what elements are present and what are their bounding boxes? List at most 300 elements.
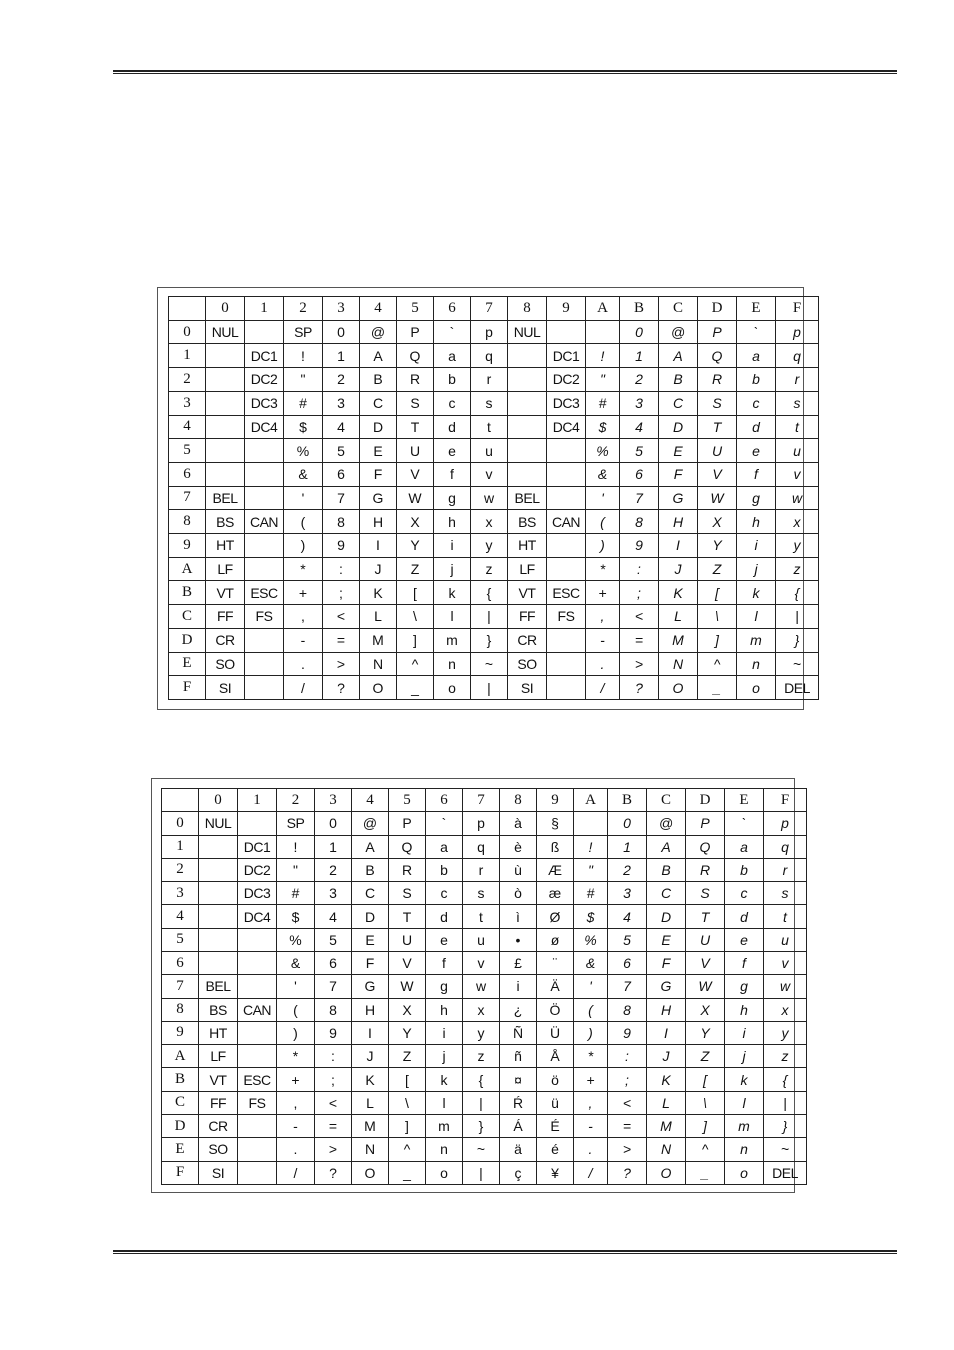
code-cell [238,951,277,974]
code-cell: 7 [315,975,352,998]
code-cell: / [586,676,620,700]
code-cell: j [426,1045,463,1068]
code-cell: : [315,1045,352,1068]
code-cell [547,462,586,486]
character-code-table-2 [151,778,798,1193]
code-table [161,788,807,1185]
code-cell: 8 [620,510,659,534]
code-cell: C [659,391,698,415]
code-cell: | [471,676,508,700]
column-header: 9 [547,297,586,321]
code-cell: { [764,1068,807,1091]
code-cell: | [764,1091,807,1114]
code-cell: N [360,652,397,676]
code-cell: R [397,368,434,392]
code-cell: W [698,486,737,510]
code-cell: BS [508,510,547,534]
code-cell: * [277,1045,315,1068]
table-row [169,320,819,344]
row-header: 4 [169,415,206,439]
code-cell: - [586,628,620,652]
column-header: B [608,789,647,812]
code-cell: N [647,1138,686,1161]
code-cell: CR [508,628,547,652]
column-header: C [659,297,698,321]
code-cell: \ [698,605,737,629]
code-cell: F [352,951,389,974]
code-cell: O [360,676,397,700]
code-cell: ( [277,998,315,1021]
code-cell: T [686,905,725,928]
code-cell: DC4 [238,905,277,928]
code-cell: { [776,581,819,605]
column-header: 2 [284,297,323,321]
column-header: D [698,297,737,321]
code-cell: e [737,439,776,463]
code-cell: [ [389,1068,426,1091]
code-cell: c [434,391,471,415]
row-header: 7 [169,486,206,510]
code-cell: E [352,928,389,951]
code-cell: c [725,882,764,905]
code-cell: ^ [686,1138,725,1161]
column-header: E [725,789,764,812]
code-cell: n [725,1138,764,1161]
code-cell: ü [537,1091,574,1114]
code-cell: Q [698,344,737,368]
code-cell: 2 [323,368,360,392]
column-header: 5 [397,297,434,321]
code-cell: X [397,510,434,534]
code-cell: h [725,998,764,1021]
row-header: B [169,581,206,605]
code-cell: S [686,882,725,905]
code-cell: q [463,835,500,858]
code-cell: VT [206,581,245,605]
column-header: E [737,297,776,321]
code-cell: 3 [608,882,647,905]
column-header: 4 [352,789,389,812]
code-cell: / [574,1161,608,1185]
code-cell: SP [284,320,323,344]
code-cell: ù [500,858,537,881]
code-cell: t [471,415,508,439]
code-cell: Ŕ [500,1091,537,1114]
code-cell: 1 [315,835,352,858]
code-cell: < [608,1091,647,1114]
code-cell: @ [352,812,389,835]
code-cell: ESC [245,581,284,605]
table-row [162,1021,807,1044]
code-cell [199,905,238,928]
code-cell: DC1 [238,835,277,858]
code-cell [238,1161,277,1185]
code-cell: FS [245,605,284,629]
code-cell: ( [586,510,620,534]
code-cell: W [686,975,725,998]
code-cell: DC4 [547,415,586,439]
code-cell: Ñ [500,1021,537,1044]
code-cell: 0 [620,320,659,344]
column-header: 0 [199,789,238,812]
code-cell: 9 [323,534,360,558]
code-cell: ` [725,812,764,835]
code-cell: e [426,928,463,951]
code-cell: p [471,320,508,344]
code-cell: q [776,344,819,368]
code-cell: £ [500,951,537,974]
code-cell: < [315,1091,352,1114]
code-cell: : [620,557,659,581]
code-cell: SO [206,652,245,676]
code-cell: y [463,1021,500,1044]
code-cell: K [360,581,397,605]
code-cell: v [471,462,508,486]
code-cell: % [284,439,323,463]
code-cell: CR [199,1114,238,1137]
code-cell: p [776,320,819,344]
code-cell: a [434,344,471,368]
code-cell: HT [206,534,245,558]
code-table [168,296,819,700]
code-cell: x [776,510,819,534]
code-cell: o [737,676,776,700]
code-cell: ¥ [537,1161,574,1185]
code-cell: g [725,975,764,998]
code-cell: ? [620,676,659,700]
code-cell [199,951,238,974]
code-cell: l [434,605,471,629]
code-cell [245,486,284,510]
code-cell: Y [686,1021,725,1044]
code-cell: F [647,951,686,974]
code-cell [508,368,547,392]
row-header: E [169,652,206,676]
code-cell: \ [686,1091,725,1114]
code-cell: S [389,882,426,905]
code-cell: I [352,1021,389,1044]
row-header: D [162,1114,199,1137]
code-cell: ] [686,1114,725,1137]
code-cell: L [659,605,698,629]
column-header: A [586,297,620,321]
code-cell: NUL [508,320,547,344]
code-cell: @ [647,812,686,835]
row-header: F [169,676,206,700]
code-cell: X [686,998,725,1021]
code-cell: [ [397,581,434,605]
column-header-row [162,789,807,812]
code-cell: h [434,510,471,534]
code-cell: ? [315,1161,352,1185]
code-cell: s [463,882,500,905]
code-cell: . [284,652,323,676]
code-cell: SP [277,812,315,835]
code-cell: & [277,951,315,974]
table-row [162,1138,807,1161]
code-cell: f [434,462,471,486]
code-cell [508,344,547,368]
code-cell: X [389,998,426,1021]
code-cell: G [360,486,397,510]
code-cell: æ [537,882,574,905]
code-cell: T [698,415,737,439]
code-cell: NUL [199,812,238,835]
code-cell: ! [284,344,323,368]
code-cell [199,882,238,905]
row-header: 2 [169,368,206,392]
code-cell [238,975,277,998]
code-cell: v [776,462,819,486]
code-cell: b [725,858,764,881]
table-row [169,391,819,415]
column-header: 1 [238,789,277,812]
code-cell: DC3 [245,391,284,415]
code-cell [238,1021,277,1044]
code-cell: r [776,368,819,392]
code-cell [547,534,586,558]
code-cell: K [647,1068,686,1091]
code-cell: E [647,928,686,951]
table-row [162,835,807,858]
code-cell [508,439,547,463]
code-cell: ; [608,1068,647,1091]
row-header: D [169,628,206,652]
code-cell: , [284,605,323,629]
code-cell: ( [574,998,608,1021]
code-cell: A [352,835,389,858]
code-cell: Ø [537,905,574,928]
code-cell: 6 [620,462,659,486]
code-cell: A [360,344,397,368]
code-cell: d [725,905,764,928]
code-cell: _ [397,676,434,700]
code-cell: DEL [776,676,819,700]
code-cell [238,812,277,835]
code-cell: BEL [206,486,245,510]
code-cell: Æ [537,858,574,881]
code-cell: u [471,439,508,463]
code-cell: . [574,1138,608,1161]
code-cell: % [574,928,608,951]
code-cell [245,676,284,700]
code-cell: F [360,462,397,486]
code-cell: _ [389,1161,426,1185]
code-cell: P [698,320,737,344]
code-cell: SI [508,676,547,700]
code-cell: 9 [608,1021,647,1044]
code-cell: q [764,835,807,858]
footer-rule [113,1250,897,1254]
code-cell: 3 [620,391,659,415]
code-cell: Q [397,344,434,368]
code-cell: DC2 [238,858,277,881]
code-cell [547,652,586,676]
row-header: 9 [162,1021,199,1044]
code-cell: V [698,462,737,486]
code-cell: d [426,905,463,928]
code-cell: B [659,368,698,392]
code-cell: $ [574,905,608,928]
code-cell: ' [277,975,315,998]
code-cell: ' [586,486,620,510]
code-cell: V [686,951,725,974]
code-cell: G [647,975,686,998]
code-cell: % [586,439,620,463]
code-cell: ) [574,1021,608,1044]
code-cell [508,462,547,486]
code-cell: * [574,1045,608,1068]
code-cell: = [608,1114,647,1137]
code-cell: U [397,439,434,463]
code-cell: * [586,557,620,581]
code-cell: [ [686,1068,725,1091]
row-header: 1 [169,344,206,368]
row-header: 0 [162,812,199,835]
code-cell: * [284,557,323,581]
code-cell: f [426,951,463,974]
code-cell: C [647,882,686,905]
code-cell: ö [537,1068,574,1091]
code-cell: [ [698,581,737,605]
code-cell: 2 [620,368,659,392]
code-cell: É [537,1114,574,1137]
code-cell: C [352,882,389,905]
code-cell: P [397,320,434,344]
code-cell: SI [199,1161,238,1185]
code-cell: i [434,534,471,558]
table-row [169,628,819,652]
code-cell: ! [574,835,608,858]
table-row [169,368,819,392]
table-row [169,439,819,463]
code-cell: ~ [463,1138,500,1161]
code-cell: r [764,858,807,881]
code-cell: I [659,534,698,558]
code-cell: ] [397,628,434,652]
row-header: 7 [162,975,199,998]
code-cell: m [426,1114,463,1137]
code-cell: K [352,1068,389,1091]
code-cell: > [315,1138,352,1161]
code-cell: ( [284,510,323,534]
table-row [162,905,807,928]
code-cell: A [647,835,686,858]
code-cell: FF [199,1091,238,1114]
code-cell: x [471,510,508,534]
code-cell: DC2 [547,368,586,392]
code-cell: Y [698,534,737,558]
code-cell: u [764,928,807,951]
table-row [169,486,819,510]
code-cell: > [323,652,360,676]
code-cell: l [725,1091,764,1114]
code-cell: ) [586,534,620,558]
column-header: D [686,789,725,812]
table-row [169,415,819,439]
code-cell: - [574,1114,608,1137]
code-cell: G [659,486,698,510]
code-cell: o [725,1161,764,1185]
code-cell: + [574,1068,608,1091]
code-cell: = [620,628,659,652]
code-cell: P [389,812,426,835]
code-cell [206,439,245,463]
code-cell: q [471,344,508,368]
corner-cell [169,297,206,321]
row-header: 0 [169,320,206,344]
code-cell: ç [500,1161,537,1185]
row-header: C [169,605,206,629]
code-cell: 7 [620,486,659,510]
code-cell: VT [508,581,547,605]
code-cell: X [698,510,737,534]
code-cell: x [764,998,807,1021]
code-cell: ! [277,835,315,858]
code-cell: + [277,1068,315,1091]
code-cell [508,391,547,415]
code-cell: H [647,998,686,1021]
code-cell: ESC [547,581,586,605]
code-cell: d [737,415,776,439]
code-cell: { [471,581,508,605]
column-header: 5 [389,789,426,812]
code-cell: BEL [508,486,547,510]
column-header: A [574,789,608,812]
code-cell: . [586,652,620,676]
code-cell: HT [508,534,547,558]
code-cell: y [764,1021,807,1044]
code-cell: t [463,905,500,928]
code-cell: t [764,905,807,928]
code-cell: e [434,439,471,463]
code-cell: - [277,1114,315,1137]
row-header: 8 [162,998,199,1021]
code-cell: O [647,1161,686,1185]
table-row [162,975,807,998]
code-cell: , [277,1091,315,1114]
code-cell: n [434,652,471,676]
code-cell [238,1045,277,1068]
code-cell: g [434,486,471,510]
code-cell [547,320,586,344]
code-cell: > [620,652,659,676]
code-cell: Y [389,1021,426,1044]
row-header: A [169,557,206,581]
code-cell: % [277,928,315,951]
code-cell: i [500,975,537,998]
code-cell: A [659,344,698,368]
code-cell: E [360,439,397,463]
table-row [169,534,819,558]
code-cell: DC1 [245,344,284,368]
code-cell: Z [397,557,434,581]
code-cell: ñ [500,1045,537,1068]
code-cell: U [389,928,426,951]
column-header: C [647,789,686,812]
code-cell: w [776,486,819,510]
code-cell: ` [426,812,463,835]
code-cell: ¤ [500,1068,537,1091]
code-cell [206,344,245,368]
code-cell: # [284,391,323,415]
column-header: 3 [315,789,352,812]
code-cell: H [360,510,397,534]
code-cell: 0 [608,812,647,835]
code-cell [245,628,284,652]
code-cell: K [659,581,698,605]
code-cell: " [277,858,315,881]
